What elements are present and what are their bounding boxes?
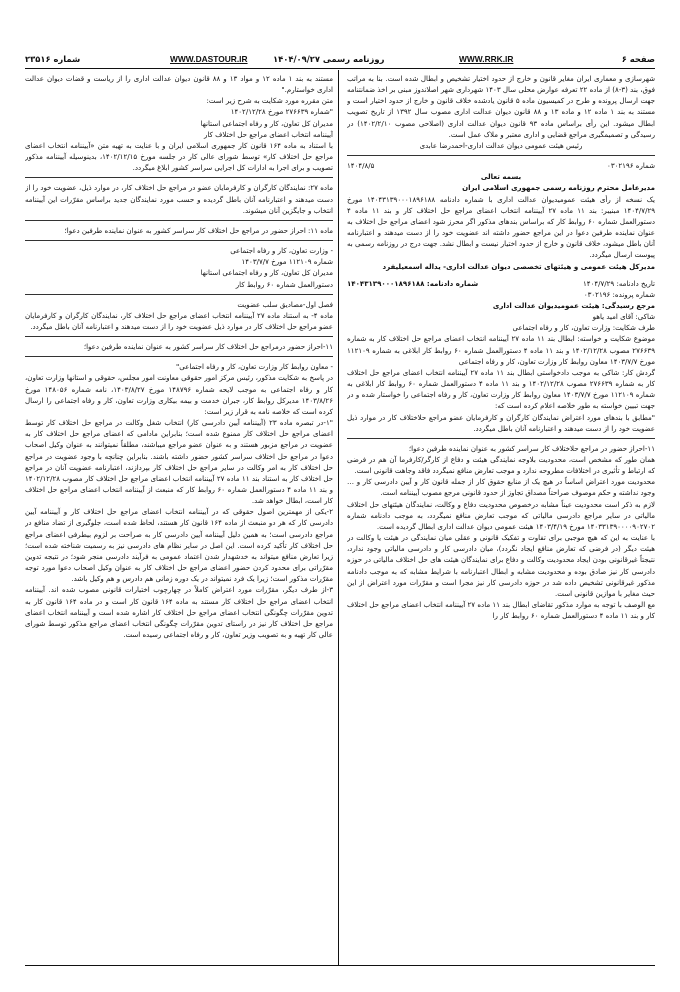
column-divider (338, 70, 339, 965)
page-header (25, 52, 655, 66)
paragraph: مع الوصف با توجه به موارد مذکور تقاضای ابطال بند ۱۱ ماده ۲۷ آییننامه انتخاب اعضای مراجع حل اختلاف کار و بند ۱۱ ماده ۴ دستورالعمل شماره ۶۰ روابط کار را (347, 600, 655, 621)
ruling-meta-row (347, 278, 655, 289)
ruling-number: شماره دادنامه: ۱۴۰۴۳۱۳۹۰۰۰۱۸۹۶۱۸۸ (347, 278, 479, 288)
signature: مدیرکل هیئت عمومی و هیئتهای تخصصی دیوان عدالت اداری- یداله اسمعیلیفرد (382, 261, 655, 271)
paragraph: شهرسازی و معماری ایران مغایر قانون و خارج از حدود اختیار تشخیص و ابطال شده است. بنا به مراتب فوق، بند (۳-۸) از ماده ۲۲ تعرفه عوارض محلی سال ۱۴۰۳ شهرداری شهر اصلاندوز مبنی بر اخذ ضمانتنامه جهت ارسال پرونده و طرح در کمیسیون ماده ۵ قانون یادشده خلاف قانون و خارج از حدود اختیار است و مستند به بند ۱ ماده ۱۲ و ماده ۱۳ و ۸۸ قانون دیوان عدالت اداری مصوب سال ۱۳۹۲ از تاریخ تصویب ابطال میشود. این رأی براساس ماده ۹۳ قانون دیوان عدالت اداری (اصلاحی مصوب ۱۴۰۲/۲/۱۰) در رسیدگی و تصمیمگیری مراجع قضایی و اداری معتبر و ملاک عمل است. (347, 74, 655, 139)
paragraph: فصل اول-مصادیق سلب عضویت (237, 299, 333, 309)
paragraph: محدودیت مورد اعتراض اساساً در هیچ یک از منابع حقوق کار از جمله قانون کار و آیین دادرسی کار و … وجود نداشته و حکم موصوف صراحتاً مصداق تجاوز از حدود قانونی مرجع مصوب آییننامه است. (347, 477, 655, 498)
separator (347, 155, 655, 156)
respondent: طرف شکایت: وزارت تعاون، کار و رفاه اجتماعی (512, 323, 655, 333)
header-rule (25, 68, 655, 69)
paragraph: مستند به بند ۱ ماده ۱۲ و مواد ۱۳ و ۸۸ قانون دیوان عدالت اداری را از ریاست و قضات دیوان عدالت اداری خواستارم." (25, 74, 333, 95)
paragraph: - وزارت تعاون، کار و رفاه اجتماعی (230, 246, 333, 256)
paragraph: همان طور که مشخص است، محدودیت بلاوجه نمایندگی هیئت و دفاع از کارگر/کارفرما آن هم در فرضی که ارتباط و تأثیری در اختلافات مطروحه ندارد و موجب تعارض منافع نمیگردد فاقد وجاهت قانونی است. (347, 455, 655, 476)
letter-number-row (347, 160, 655, 171)
paragraph: یک نسخه از رأی هیئت عمومیدیوان عدالت اداری با شماره دادنامه ۱۴۰۴۳۱۳۹۰۰۰۱۸۹۶۱۸۸ مورخ ۱۴۰۴/۷/۲۹ مبنیبر: بند ۱۱ ماده ۲۷ آییننامه انتخاب اعضای مراجع حل اختلاف کار و بند ۱۱ ماده ۴ دستورالعمل شماره ۶۰ روابط کار که براساس بندهای مذکور اگر محرز شود اعضای مراجع حل اختلاف به عنوان نماینده طرفین دعوا در این مراجع حضور داشته اند عضویت خود را از دست میدهند و اعتبارنامه آنان باطل میشود، خلاف قانون و خارج از حدود اختیار نیست و ابطال نشد. جهت درج در روزنامه رسمی به پیوست ارسال میگردد. (347, 194, 655, 260)
separator (25, 294, 333, 295)
paragraph: با استناد به ماده ۱۶۴ قانون کار جمهوری اسلامی ایران و با عنایت به تهیه متن «آییننامه انتخاب اعضای مراجع حل اختلاف کار» توسط شورای عالی کار در جلسه مورخ ۱۴۰۲/۱۲/۱۵، بدینوسیله آییننامه مذکور تصویب و برای اجرا به ادارات کل اجرایی سراسر کشور ابلاغ میگردد. (25, 140, 333, 173)
paragraph: - معاون روابط کار وزارت تعاون، کار و رفاه اجتماعی" (176, 362, 333, 372)
page-number: صفحه ۶ (621, 54, 655, 64)
separator (25, 177, 333, 178)
paragraph: ماده ۲۷: نمایندگان کارگران و کارفرمایان عضو در مراجع حل اختلاف کار، در موارد ذیل، عضویت خود را از دست میدهند و اعتبارنامه آنان باطل گردیده و حسب مورد نمایندگان جدید براساس مقرّرات این آییننامه انتخاب و جایگزین آنان میشوند. (25, 183, 333, 215)
separator (25, 336, 333, 337)
paragraph: متن مقرره مورد شکایت به شرح زیر است: (206, 96, 333, 106)
paragraph: "۱-در تبصره ماده ۲۳ (آییننامه آیین دادرسی کار) انتخاب شغل وکالت در مراجع حل اختلاف کار توسط اعضای مراجع حل اختلاف کار ممنوع شده است؛ بنابراین مادامی که اعضای مراجع حل اختلاف کار به عضویت در مراجع مزبور هستند و به عنوان عضو مراجع میباشند، مطلقاً نمیتوانند به عنوان وکیل اصحاب دعوا در مراجع حل اختلاف سراسر کشور حضور داشته باشند. بنابراین چنانچه با وجود عضویت در مراجع حل اختلاف کار به امر وکالت در سایر مراجع حل اختلاف کار بپردازند، اعتبارنامه عضویت آنان در مراجع حل اختلاف کار به استناد بند ۱۱ ماده ۲۷ آییننامه انتخاب اعضای مراجع حل اختلاف کار مصوب ۱۴۰۲/۱۲/۲۸ و بند ۱۱ ماده ۴ دستورالعمل شماره ۶۰ روابط کار که منبعث از آییننامه انتخاب اعضای مراجع حل اختلاف کار است، ابطال خواهد شد. (25, 418, 333, 506)
paragraph: با عنایت به این که هیچ موجبی برای تفاوت و تفکیک قانونی و عقلی میان نمایندگی در هیئت یا وکالت در هیئت دیگر (در فرضی که تعارض منافع ایجاد نگردد)، میان دادرسی کار و دادرسی مالیاتی وجود ندارد، نتیجتاً غیرقانونی بودن ایجاد محدودیت وکالت و دفاع برای نمایندگان هیئت های حل اختلاف مالیاتی در حوزه دادرسی کار نیز صادق بوده و محدودیت مشابه و ابطال اعتبارنامه با شرایط مشابه که به موجب دادنامه مذکور غیرقانونی تشخیص داده شد در حوزه دادرسی کار نیز مجرا است و مقرّرات مورد اعتراض از این حیث مغایر با موازین قانونی است. (347, 533, 655, 598)
complaint-subject: موضوع شکایت و خواسته: ابطال بند ۱۱ ماده ۲۷ آییننامه انتخاب اعضای مراجع حل اختلاف کار به شماره ۲۷۶۶۳۹ مصوب ۱۴۰۲/۱۲/۲۸ و بند ۱۱ ماده ۴ دستورالعمل شماره ۶۰ روابط کار ابلاغی به شماره ۱۱۲۱۰۹ مورخ ۱۴۰۳/۷/۷ معاون روابط کار وزارت تعاون، کار و رفاه اجتماعی (347, 334, 655, 366)
ruling-date: تاریخ دادنامه: ۱۴۰۴/۷/۲۹ (582, 278, 655, 288)
basmala: بسمه تعالی (480, 172, 522, 182)
paragraph: در پاسخ به شکایت مذکور، رئیس مرکز امور حقوقی معاونت امور مجلس، حقوقی و استانها وزارت تعاون، کار و رفاه اجتماعی به موجب لایحه شماره ۱۴۸۷۹۶ مورخ ۱۴۰۳/۸/۲۷، نامه شماره ۱۴۸۰۵۶ مورخ ۱۴۰۳/۸/۲۶ مدیرکل روابط کار، جبران خدمت و بیمه بیکاری وزارت تعاون، کار و رفاه اجتماعی را ارسال کرده است که خلاصه نامه به قرار زیر است: (25, 373, 333, 416)
separator (25, 356, 333, 357)
letter-number: شماره ۰۳۰۲۱۹۶ (607, 161, 655, 171)
paragraph: ماده ۱۱: احراز حضور در مراجع حل اختلاف کار سراسر کشور به عنوان نماینده طرفین دعوا؛ (64, 225, 333, 235)
case-number: شماره پرونده: ۰۳۰۲۱۹۶ (583, 289, 655, 299)
separator (25, 220, 333, 221)
separator (25, 240, 333, 241)
right-column (347, 73, 655, 963)
separator (347, 438, 655, 439)
paragraph: دستورالعمل شماره ۶۰ روابط کار (235, 279, 333, 289)
case-process: گردش کار: شاکی به موجب دادخواستی ابطال بند ۱۱ ماده ۲۷ آییننامه انتخاب اعضای مراجع حل اختلاف کار به شماره ۲۷۶۶۳۹ مصوب ۱۴۰۲/۱۲/۲۸ و بند ۱۱ ماده ۴ دستورالعمل شماره ۶۰ روابط کار ابلاغی به شماره ۱۱۲۱۰۹ مورخ ۱۴۰۳/۷/۷ معاون روابط کار وزارت تعاون، کار و رفاه اجتماعی را خواستار شده و در جهت تبیین خواسته به طور خلاصه اعلام کرده است که: (347, 367, 655, 411)
paragraph: ۱۱-احراز حضور در مراجع حلاختلاف کار سراسر کشور به عنوان نماینده طرفین دعوا؛ (408, 443, 655, 453)
quote: "مطابق با بندهای مورد اعتراض نمایندگان کارگران و کارفرمایان عضو مراجع حلاختلاف کار در موارد ذیل عضویت خود را از دست میدهند و اعتبارنامه آنان باطل میگردد. (347, 412, 655, 433)
addressee: مدیرعامل محترم روزنامه رسمی جمهوری اسلامی ایران (462, 183, 655, 193)
site-link-dastour[interactable]: WWW.DASTOUR.IR (170, 54, 248, 64)
paragraph: لازم به ذکر است محدودیت عیناً مشابه درخصوص محدودیت دفاع و وکالت، نمایندگان هیئتهای حل اختلاف مالیاتی در سایر مراجع دادرسی مالیاتی که موجب تعارض منافع نمیگردد، به موجب دادنامه شماره ۱۴۰۳۳۱۳۹۰۰۰۰۹۰۲۷۰۲ مورخ ۱۴۰۳/۴/۱۹ هیئت عمومی دیوان عدالت اداری ابطال گردیده است. (347, 499, 655, 531)
paragraph: شماره ۱۱۲۱۰۹ مورخ ۱۴۰۳/۷/۷ (241, 257, 333, 267)
signature: رئیس هیئت عمومی دیوان عدالت اداری-احمدرضا عابدی (419, 140, 583, 150)
paragraph: ۳-از طرف دیگر، مقرّرات مورد اعتراض کاملاً در چهارچوب اختیارات قانونی مصوب شده اند. آییننامه انتخاب اعضای مراجع حل اختلاف کار مستند به ماده ۱۶۴ قانون کار است و در ماده ۱۶۴ قانون کار به تدوین مقرّرات چگونگی انتخاب اعضای مراجع حل اختلاف کار اشاره شده است و آییننامه انتخاب اعضای مراجع حل اختلاف کار نیز در راستای تدوین مقرّرات چگونگی انتخاب اعضای مراجع مذکور توسط شورای عالی کار تهیه و به تصویب وزیر تعاون، کار و رفاه اجتماعی رسیده است. (25, 585, 333, 640)
left-column (25, 73, 333, 963)
issue-number: شماره ۲۳۵۱۶ (25, 54, 81, 64)
letter-date: ۱۴۰۴/۸/۵ (347, 161, 375, 171)
site-link-rrk[interactable]: WWW.RRK.IR (459, 54, 514, 64)
paragraph: ۲-یکی از مهمترین اصول حقوقی که در آییننامه انتخاب اعضای مراجع حل اختلاف کار و آییننامه آیین دادرسی کار که هر دو منبعث از ماده ۱۶۴ قانون کار هستند، لحاظ شده است، جلوگیری از تضاد منافع در مراجع دادرسی است؛ به همین دلیل آییننامه آیین دادرسی کار به صراحت بر لزوم بیطرفی اعضای مراجع حل اختلاف کار تأکید کرده است. این اصل در سایر نظام های دادرسی نیز به رسمیت شناخته شده است؛ زیرا تعارض منافع میتواند به خدشهدار شدن اعتماد عمومی به فرآیند دادرسی منجر شود؛ در نتیجه تدوین مقرّراتی برای محدود کردن حضور اعضای مراجع حل اختلاف کار به عنوان وکیل اصحاب دعوا مورد توجه مقرّرات مذکور است؛ زیرا یک فرد نمیتواند در یک دوره زمانی هم دادرس و هم وکیل باشد. (25, 507, 333, 584)
paragraph: ۱۱-احراز حضور درمراجع حل اختلاف کار سراسر کشور به عنوان نماینده طرفین دعوا؛ (83, 342, 333, 352)
complainant: شاکی: آقای امید یاهو (592, 312, 655, 322)
paragraph: مدیران کل تعاون، کار و رفاه اجتماعی استانها (200, 118, 333, 128)
issue-date: روزنامه رسمی ۱۴۰۴/۰۹/۲۷ (273, 54, 385, 64)
paragraph: "شماره ۲۷۶۶۳۹ مورخ ۱۴۰۲/۱۲/۲۸ (230, 107, 333, 117)
footer-rule (25, 965, 655, 966)
paragraph: آییننامه انتخاب اعضای مراجع حل اختلاف کار (203, 129, 333, 139)
authority: مرجع رسیدگی: هیئت عمومیدیوان عدالت اداری (492, 300, 655, 310)
paragraph: ماده ۴- به استناد ماده ۲۷ آییننامه انتخاب اعضای مراجع حل اختلاف کار، نمایندگان کارگران و کارفرمایان عضو مراجع حل اختلاف کار در موارد ذیل عضویت خود را از دست میدهند و اعتبارنامه آنان باطل میگردد. (25, 310, 333, 331)
paragraph: مدیران کل تعاون، کار و رفاه اجتماعی استانها (200, 268, 333, 278)
